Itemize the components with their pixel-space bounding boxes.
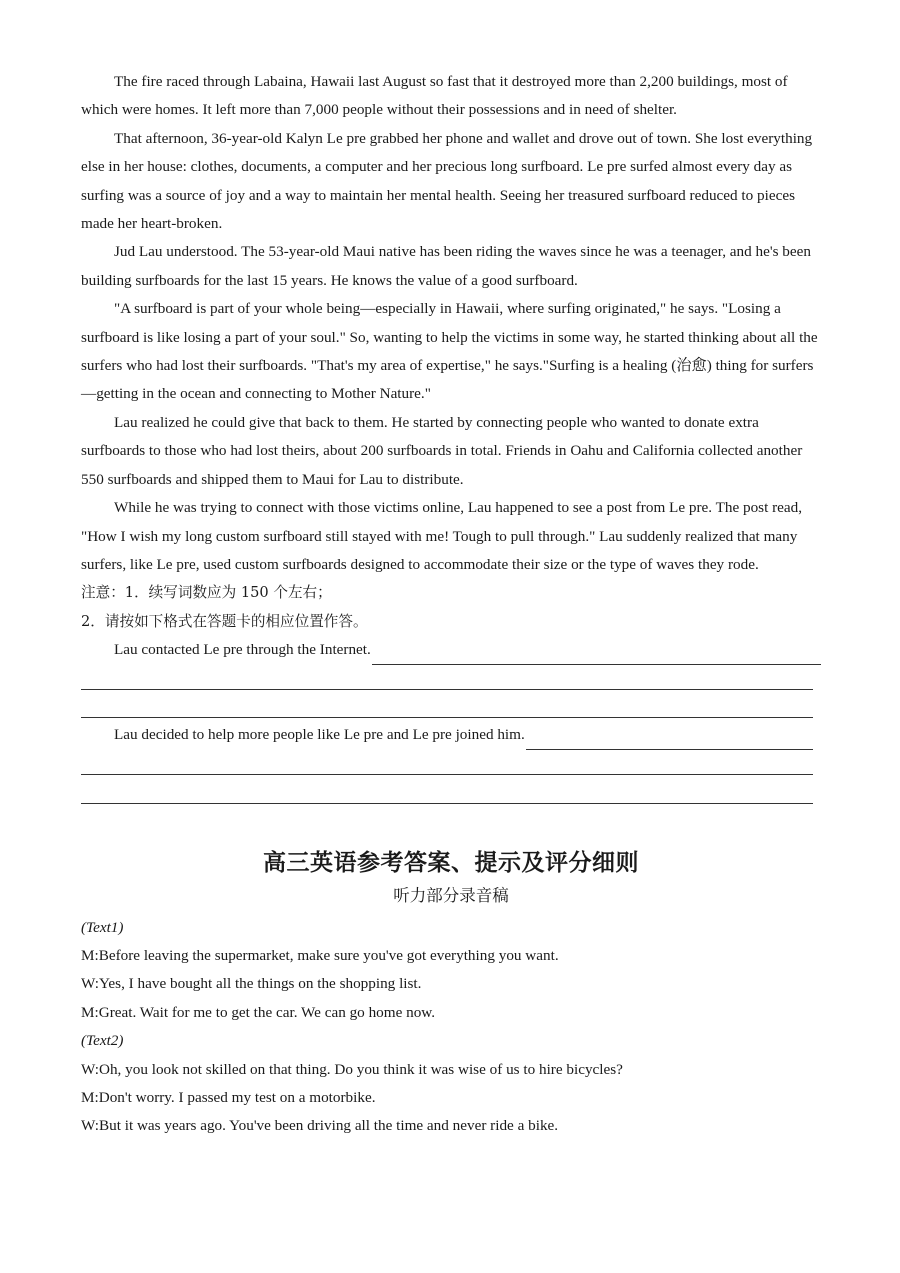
answer-line[interactable] [81, 750, 821, 778]
passage-paragraph-2: That afternoon, 36-year-old Kalyn Le pre grabbed her phone and wallet and drove out of town. She lost everything else in her house: clothes, documents, a computer and her precious long surfboard. Le pre surfed almost every day as surfing was a source of joy and a way to maintain her mental health. Seeing her treasured surfboard reduced to pieces made her heart-broken. [81, 129, 813, 233]
transcript-label: (Text1) [81, 918, 124, 936]
writing-area-2 [81, 721, 821, 806]
answer-line[interactable] [81, 778, 821, 806]
writing-area-1 [81, 636, 821, 721]
answer-section-title: 高三英语参考答案、提示及评分细则 [263, 848, 639, 876]
transcript-text-1 [81, 914, 821, 1028]
prompt-1-text: Lau contacted Le pre through the Internet. [114, 641, 371, 659]
dialog-line: W:But it was years ago. You've been driving all the time and never ride a bike. [81, 1117, 559, 1135]
continuation-prompt-1 [81, 636, 821, 664]
dialog-line: M:Don't worry. I passed my test on a motorbike. [81, 1088, 376, 1106]
dialog-line: W:Oh, you look not skilled on that thing. Do you think it was wise of us to hire bicycles? [81, 1060, 623, 1078]
prompt-1-answer-line[interactable] [372, 646, 821, 665]
story-passage [81, 68, 821, 579]
passage-paragraph-6: While he was trying to connect with those victims online, Lau happened to see a post from Le pre. The post read, "How I wish my long custom surfboard still stayed with me! Tough to pull through." Lau suddenly realized that many surfers, like Le pre, used custom surfboards designed to accommodate their size or the type of waves they rode. [81, 499, 803, 573]
transcript-label: (Text2) [81, 1032, 124, 1050]
passage-paragraph-1: The fire raced through Labaina, Hawaii last August so fast that it destroyed more than 2,200 buildings, most of which were homes. It left more than 7,000 people without their possessions and in need of shelter. [81, 73, 788, 119]
prompt-2-answer-line[interactable] [526, 731, 813, 750]
answer-section-subtitle: 听力部分录音稿 [393, 885, 509, 905]
dialog-line: W:Yes, I have bought all the things on the shopping list. [81, 975, 422, 993]
continuation-prompt-2 [81, 721, 821, 749]
document-page [81, 68, 821, 1141]
answer-line[interactable] [81, 665, 821, 693]
passage-paragraph-3: Jud Lau understood. The 53-year-old Maui native has been riding the waves since he was a teenager, and he's been building surfboards for the last 15 years. He knows the value of a good surfboard. [81, 243, 811, 289]
passage-paragraph-5: Lau realized he could give that back to them. He started by connecting people who wanted to donate extra surfboards to those who had lost theirs, about 200 surfboards in total. Friends in Oahu and California collected another 550 surfboards and shipped them to Maui for Lau to distribute. [81, 413, 803, 488]
transcript-text-2 [81, 1027, 821, 1141]
answer-line[interactable] [81, 693, 821, 721]
prompt-2-text: Lau decided to help more people like Le pre and Le pre joined him. [114, 726, 525, 744]
instruction-note-2: 2．请按如下格式在答题卡的相应位置作答。 [81, 612, 368, 630]
instruction-note-1: 注意：1．续写词数应为 150 个左右； [81, 584, 332, 602]
dialog-line: M:Before leaving the supermarket, make sure you've got everything you want. [81, 946, 559, 964]
instructions [81, 579, 821, 636]
passage-paragraph-4: "A surfboard is part of your whole being—especially in Hawaii, where surfing originated," he says. "Losing a surfboard is like losing a part of your soul." So, wanting to help the victims in some way, he started thinking about all the surfers who had lost their surfboards. "That's my area of expertise," he says."Surfing is a healing (治愈) thing for surfers—getting in the ocean and connecting to Mother Nature." [81, 300, 818, 403]
dialog-line: M:Great. Wait for me to get the car. We can go home now. [81, 1003, 436, 1021]
